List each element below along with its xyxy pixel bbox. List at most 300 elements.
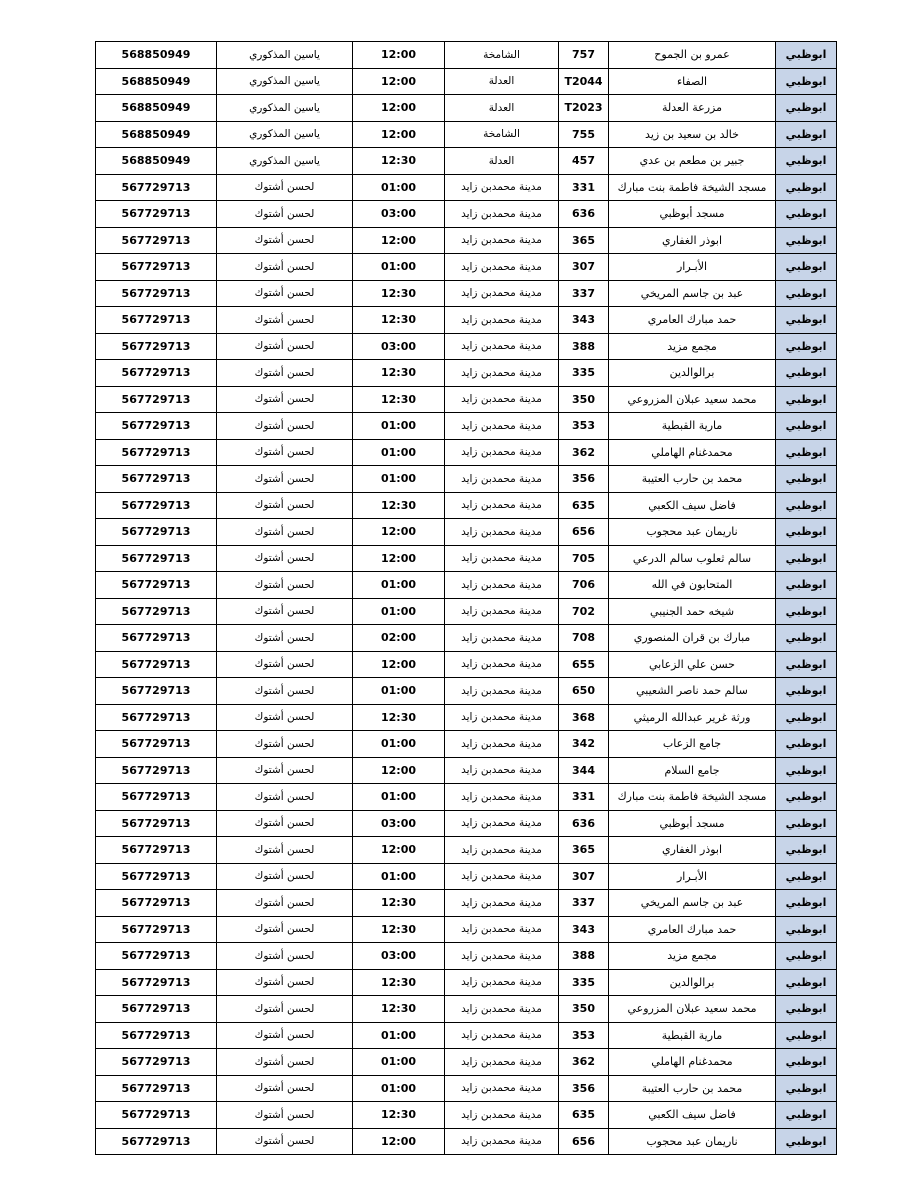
mosque-number-cell: 342 [559, 731, 609, 758]
table-row [96, 625, 837, 652]
time-cell: 12:30 [353, 890, 445, 917]
phone-cell: 567729713 [96, 360, 217, 387]
city-cell: ابوظبي [776, 890, 837, 917]
table-row [96, 413, 837, 440]
phone-cell: 567729713 [96, 439, 217, 466]
phone-cell: 567729713 [96, 1075, 217, 1102]
phone-cell: 567729713 [96, 1128, 217, 1155]
table-row [96, 943, 837, 970]
table-row [96, 996, 837, 1023]
city-cell: ابوظبي [776, 625, 837, 652]
mosque-name-cell: عمرو بن الجموح [609, 42, 776, 69]
area-cell: مدينة محمدبن زايد [445, 890, 559, 917]
person-name-cell: لحسن أشتوك [217, 890, 353, 917]
time-cell: 12:30 [353, 386, 445, 413]
table-row [96, 837, 837, 864]
area-cell: مدينة محمدبن زايد [445, 651, 559, 678]
city-cell: ابوظبي [776, 943, 837, 970]
mosque-name-cell: مبارك بن قران المنصوري [609, 625, 776, 652]
mosque-number-cell: 655 [559, 651, 609, 678]
phone-cell: 568850949 [96, 68, 217, 95]
table-row [96, 651, 837, 678]
mosque-name-cell: ابوذر الغفاري [609, 837, 776, 864]
table-row [96, 731, 837, 758]
mosque-name-cell: مجمع مزيد [609, 333, 776, 360]
person-name-cell: لحسن أشتوك [217, 678, 353, 705]
area-cell: مدينة محمدبن زايد [445, 307, 559, 334]
person-name-cell: ياسين المذكوري [217, 68, 353, 95]
mosque-name-cell: الأبـرار [609, 863, 776, 890]
area-cell: الشامخة [445, 42, 559, 69]
mosque-name-cell: المتحابون في الله [609, 572, 776, 599]
city-cell: ابوظبي [776, 1102, 837, 1129]
city-cell: ابوظبي [776, 360, 837, 387]
mosque-number-cell: 388 [559, 943, 609, 970]
city-cell: ابوظبي [776, 227, 837, 254]
mosque-name-cell: حمد مبارك العامري [609, 916, 776, 943]
mosque-name-cell: مسجد أبوظبي [609, 201, 776, 228]
person-name-cell: لحسن أشتوك [217, 784, 353, 811]
mosque-number-cell: 307 [559, 863, 609, 890]
area-cell: مدينة محمدبن زايد [445, 492, 559, 519]
area-cell: مدينة محمدبن زايد [445, 572, 559, 599]
table-row [96, 784, 837, 811]
time-cell: 03:00 [353, 201, 445, 228]
city-cell: ابوظبي [776, 651, 837, 678]
phone-cell: 567729713 [96, 174, 217, 201]
mosque-name-cell: مسجد أبوظبي [609, 810, 776, 837]
table-row [96, 386, 837, 413]
city-cell: ابوظبي [776, 704, 837, 731]
person-name-cell: ياسين المذكوري [217, 42, 353, 69]
person-name-cell: ياسين المذكوري [217, 95, 353, 122]
city-cell: ابوظبي [776, 148, 837, 175]
person-name-cell: لحسن أشتوك [217, 386, 353, 413]
phone-cell: 567729713 [96, 1102, 217, 1129]
mosque-name-cell: سالم ثعلوب سالم الدرعي [609, 545, 776, 572]
city-cell: ابوظبي [776, 68, 837, 95]
person-name-cell: لحسن أشتوك [217, 333, 353, 360]
area-cell: مدينة محمدبن زايد [445, 837, 559, 864]
mosque-number-cell: 457 [559, 148, 609, 175]
person-name-cell: لحسن أشتوك [217, 704, 353, 731]
time-cell: 12:00 [353, 757, 445, 784]
person-name-cell: لحسن أشتوك [217, 201, 353, 228]
table-row [96, 201, 837, 228]
time-cell: 12:00 [353, 545, 445, 572]
time-cell: 12:00 [353, 95, 445, 122]
city-cell: ابوظبي [776, 996, 837, 1023]
phone-cell: 567729713 [96, 890, 217, 917]
mosque-name-cell: جبير بن مطعم بن عدي [609, 148, 776, 175]
mosque-number-cell: 353 [559, 413, 609, 440]
area-cell: مدينة محمدبن زايد [445, 439, 559, 466]
table-row [96, 148, 837, 175]
mosque-name-cell: برالوالدين [609, 360, 776, 387]
table-row [96, 916, 837, 943]
city-cell: ابوظبي [776, 439, 837, 466]
table-row [96, 174, 837, 201]
area-cell: مدينة محمدبن زايد [445, 598, 559, 625]
mosque-number-cell: 755 [559, 121, 609, 148]
city-cell: ابوظبي [776, 678, 837, 705]
mosque-name-cell: ورثة غرير عبدالله الرميثي [609, 704, 776, 731]
mosque-name-cell: محمد بن حارب العتيبة [609, 1075, 776, 1102]
table-body [96, 42, 837, 1155]
phone-cell: 567729713 [96, 572, 217, 599]
phone-cell: 567729713 [96, 413, 217, 440]
time-cell: 12:30 [353, 996, 445, 1023]
mosque-number-cell: 337 [559, 280, 609, 307]
time-cell: 01:00 [353, 466, 445, 493]
area-cell: مدينة محمدبن زايد [445, 519, 559, 546]
area-cell: مدينة محمدبن زايد [445, 916, 559, 943]
city-cell: ابوظبي [776, 174, 837, 201]
time-cell: 12:30 [353, 1102, 445, 1129]
person-name-cell: لحسن أشتوك [217, 1022, 353, 1049]
person-name-cell: لحسن أشتوك [217, 598, 353, 625]
time-cell: 12:30 [353, 148, 445, 175]
schedule-table [95, 41, 837, 1155]
mosque-name-cell: عبد بن جاسم المريخي [609, 280, 776, 307]
mosque-number-cell: 343 [559, 916, 609, 943]
person-name-cell: لحسن أشتوك [217, 174, 353, 201]
table-row [96, 890, 837, 917]
table-row [96, 810, 837, 837]
city-cell: ابوظبي [776, 1075, 837, 1102]
area-cell: مدينة محمدبن زايد [445, 1102, 559, 1129]
city-cell: ابوظبي [776, 466, 837, 493]
phone-cell: 567729713 [96, 837, 217, 864]
mosque-number-cell: 356 [559, 1075, 609, 1102]
person-name-cell: لحسن أشتوك [217, 307, 353, 334]
time-cell: 01:00 [353, 1022, 445, 1049]
area-cell: مدينة محمدبن زايد [445, 1075, 559, 1102]
mosque-number-cell: 337 [559, 890, 609, 917]
person-name-cell: لحسن أشتوك [217, 280, 353, 307]
phone-cell: 567729713 [96, 996, 217, 1023]
mosque-number-cell: 636 [559, 810, 609, 837]
time-cell: 12:00 [353, 121, 445, 148]
person-name-cell: لحسن أشتوك [217, 360, 353, 387]
area-cell: مدينة محمدبن زايد [445, 1022, 559, 1049]
person-name-cell: لحسن أشتوك [217, 969, 353, 996]
time-cell: 12:30 [353, 307, 445, 334]
area-cell: مدينة محمدبن زايد [445, 201, 559, 228]
person-name-cell: لحسن أشتوك [217, 413, 353, 440]
area-cell: مدينة محمدبن زايد [445, 943, 559, 970]
table-row [96, 466, 837, 493]
area-cell: مدينة محمدبن زايد [445, 704, 559, 731]
area-cell: مدينة محمدبن زايد [445, 757, 559, 784]
mosque-number-cell: 350 [559, 386, 609, 413]
phone-cell: 567729713 [96, 731, 217, 758]
mosque-number-cell: 365 [559, 227, 609, 254]
time-cell: 12:00 [353, 1128, 445, 1155]
table-row [96, 42, 837, 69]
table-row [96, 68, 837, 95]
phone-cell: 567729713 [96, 386, 217, 413]
mosque-number-cell: 636 [559, 201, 609, 228]
city-cell: ابوظبي [776, 333, 837, 360]
person-name-cell: لحسن أشتوك [217, 996, 353, 1023]
phone-cell: 568850949 [96, 121, 217, 148]
table-row [96, 1102, 837, 1129]
person-name-cell: لحسن أشتوك [217, 227, 353, 254]
time-cell: 12:00 [353, 519, 445, 546]
person-name-cell: لحسن أشتوك [217, 757, 353, 784]
time-cell: 01:00 [353, 784, 445, 811]
table-row [96, 227, 837, 254]
person-name-cell: لحسن أشتوك [217, 492, 353, 519]
person-name-cell: لحسن أشتوك [217, 466, 353, 493]
area-cell: مدينة محمدبن زايد [445, 678, 559, 705]
mosque-name-cell: سالم حمد ناصر الشعيبي [609, 678, 776, 705]
table-row [96, 492, 837, 519]
mosque-name-cell: برالوالدين [609, 969, 776, 996]
area-cell: العدلة [445, 68, 559, 95]
time-cell: 12:30 [353, 492, 445, 519]
phone-cell: 567729713 [96, 943, 217, 970]
phone-cell: 567729713 [96, 519, 217, 546]
mosque-number-cell: 365 [559, 837, 609, 864]
city-cell: ابوظبي [776, 810, 837, 837]
area-cell: مدينة محمدبن زايد [445, 625, 559, 652]
area-cell: مدينة محمدبن زايد [445, 413, 559, 440]
mosque-number-cell: 307 [559, 254, 609, 281]
mosque-name-cell: ابوذر الغفاري [609, 227, 776, 254]
table-row [96, 307, 837, 334]
person-name-cell: لحسن أشتوك [217, 1102, 353, 1129]
area-cell: مدينة محمدبن زايد [445, 360, 559, 387]
person-name-cell: لحسن أشتوك [217, 545, 353, 572]
mosque-name-cell: محمدغنام الهاملي [609, 439, 776, 466]
table-row [96, 519, 837, 546]
mosque-name-cell: خالد بن سعيد بن زيد [609, 121, 776, 148]
mosque-number-cell: 656 [559, 519, 609, 546]
person-name-cell: لحسن أشتوك [217, 519, 353, 546]
city-cell: ابوظبي [776, 731, 837, 758]
table-row [96, 439, 837, 466]
phone-cell: 567729713 [96, 704, 217, 731]
mosque-name-cell: مارية القبطية [609, 1022, 776, 1049]
time-cell: 03:00 [353, 333, 445, 360]
table-row [96, 678, 837, 705]
city-cell: ابوظبي [776, 837, 837, 864]
mosque-name-cell: حسن علي الزعابي [609, 651, 776, 678]
time-cell: 01:00 [353, 1075, 445, 1102]
time-cell: 01:00 [353, 174, 445, 201]
mosque-name-cell: فاضل سيف الكعبي [609, 1102, 776, 1129]
person-name-cell: لحسن أشتوك [217, 1128, 353, 1155]
mosque-name-cell: مسجد الشيخة فاطمة بنت مبارك [609, 784, 776, 811]
person-name-cell: لحسن أشتوك [217, 810, 353, 837]
mosque-name-cell: محمدغنام الهاملي [609, 1049, 776, 1076]
phone-cell: 567729713 [96, 625, 217, 652]
area-cell: مدينة محمدبن زايد [445, 784, 559, 811]
table-row [96, 333, 837, 360]
area-cell: مدينة محمدبن زايد [445, 280, 559, 307]
city-cell: ابوظبي [776, 519, 837, 546]
table-row [96, 95, 837, 122]
city-cell: ابوظبي [776, 42, 837, 69]
time-cell: 12:00 [353, 837, 445, 864]
time-cell: 12:30 [353, 360, 445, 387]
mosque-name-cell: محمد بن حارب العتيبة [609, 466, 776, 493]
person-name-cell: لحسن أشتوك [217, 943, 353, 970]
area-cell: مدينة محمدبن زايد [445, 810, 559, 837]
time-cell: 03:00 [353, 943, 445, 970]
area-cell: مدينة محمدبن زايد [445, 1128, 559, 1155]
mosque-name-cell: جامع السلام [609, 757, 776, 784]
table-row [96, 598, 837, 625]
mosque-number-cell: 356 [559, 466, 609, 493]
time-cell: 01:00 [353, 863, 445, 890]
mosque-name-cell: جامع الزعاب [609, 731, 776, 758]
person-name-cell: لحسن أشتوك [217, 439, 353, 466]
mosque-name-cell: الصفاء [609, 68, 776, 95]
phone-cell: 567729713 [96, 757, 217, 784]
person-name-cell: لحسن أشتوك [217, 625, 353, 652]
person-name-cell: لحسن أشتوك [217, 916, 353, 943]
person-name-cell: ياسين المذكوري [217, 121, 353, 148]
city-cell: ابوظبي [776, 95, 837, 122]
phone-cell: 567729713 [96, 227, 217, 254]
area-cell: مدينة محمدبن زايد [445, 1049, 559, 1076]
mosque-number-cell: T2044 [559, 68, 609, 95]
phone-cell: 567729713 [96, 678, 217, 705]
time-cell: 01:00 [353, 1049, 445, 1076]
person-name-cell: لحسن أشتوك [217, 837, 353, 864]
mosque-number-cell: 350 [559, 996, 609, 1023]
time-cell: 01:00 [353, 598, 445, 625]
person-name-cell: لحسن أشتوك [217, 731, 353, 758]
mosque-name-cell: عبد بن جاسم المريخي [609, 890, 776, 917]
time-cell: 03:00 [353, 810, 445, 837]
city-cell: ابوظبي [776, 492, 837, 519]
person-name-cell: لحسن أشتوك [217, 572, 353, 599]
city-cell: ابوظبي [776, 572, 837, 599]
mosque-number-cell: 343 [559, 307, 609, 334]
time-cell: 01:00 [353, 439, 445, 466]
time-cell: 12:00 [353, 227, 445, 254]
phone-cell: 567729713 [96, 333, 217, 360]
area-cell: مدينة محمدبن زايد [445, 863, 559, 890]
phone-cell: 567729713 [96, 201, 217, 228]
mosque-name-cell: مزرعة العدلة [609, 95, 776, 122]
person-name-cell: ياسين المذكوري [217, 148, 353, 175]
city-cell: ابوظبي [776, 121, 837, 148]
area-cell: مدينة محمدبن زايد [445, 174, 559, 201]
mosque-number-cell: 362 [559, 1049, 609, 1076]
phone-cell: 567729713 [96, 969, 217, 996]
mosque-number-cell: 757 [559, 42, 609, 69]
city-cell: ابوظبي [776, 757, 837, 784]
mosque-number-cell: 368 [559, 704, 609, 731]
time-cell: 12:00 [353, 68, 445, 95]
phone-cell: 567729713 [96, 598, 217, 625]
time-cell: 01:00 [353, 254, 445, 281]
mosque-name-cell: ناريمان عبد محجوب [609, 1128, 776, 1155]
mosque-number-cell: 335 [559, 969, 609, 996]
phone-cell: 567729713 [96, 1022, 217, 1049]
person-name-cell: لحسن أشتوك [217, 651, 353, 678]
mosque-name-cell: محمد سعيد عبلان المزروعي [609, 996, 776, 1023]
city-cell: ابوظبي [776, 598, 837, 625]
person-name-cell: لحسن أشتوك [217, 863, 353, 890]
mosque-number-cell: 702 [559, 598, 609, 625]
phone-cell: 567729713 [96, 651, 217, 678]
phone-cell: 567729713 [96, 1049, 217, 1076]
city-cell: ابوظبي [776, 1049, 837, 1076]
schedule-sheet [95, 41, 836, 1155]
mosque-name-cell: حمد مبارك العامري [609, 307, 776, 334]
area-cell: مدينة محمدبن زايد [445, 333, 559, 360]
city-cell: ابوظبي [776, 784, 837, 811]
area-cell: الشامخة [445, 121, 559, 148]
mosque-name-cell: فاضل سيف الكعبي [609, 492, 776, 519]
time-cell: 01:00 [353, 413, 445, 440]
time-cell: 01:00 [353, 572, 445, 599]
phone-cell: 567729713 [96, 492, 217, 519]
mosque-number-cell: 331 [559, 784, 609, 811]
mosque-name-cell: مارية القبطية [609, 413, 776, 440]
table-row [96, 254, 837, 281]
phone-cell: 567729713 [96, 254, 217, 281]
phone-cell: 567729713 [96, 545, 217, 572]
phone-cell: 567729713 [96, 784, 217, 811]
area-cell: مدينة محمدبن زايد [445, 731, 559, 758]
mosque-name-cell: شيخه حمد الجنيبي [609, 598, 776, 625]
phone-cell: 567729713 [96, 863, 217, 890]
table-row [96, 969, 837, 996]
city-cell: ابوظبي [776, 254, 837, 281]
area-cell: مدينة محمدبن زايد [445, 996, 559, 1023]
mosque-number-cell: 344 [559, 757, 609, 784]
mosque-name-cell: محمد سعيد عبلان المزروعي [609, 386, 776, 413]
mosque-name-cell: مسجد الشيخة فاطمة بنت مبارك [609, 174, 776, 201]
time-cell: 12:30 [353, 280, 445, 307]
phone-cell: 568850949 [96, 42, 217, 69]
mosque-number-cell: 706 [559, 572, 609, 599]
table-row [96, 704, 837, 731]
mosque-number-cell: 635 [559, 1102, 609, 1129]
table-row [96, 545, 837, 572]
city-cell: ابوظبي [776, 413, 837, 440]
mosque-number-cell: 388 [559, 333, 609, 360]
city-cell: ابوظبي [776, 307, 837, 334]
time-cell: 12:30 [353, 916, 445, 943]
city-cell: ابوظبي [776, 201, 837, 228]
city-cell: ابوظبي [776, 545, 837, 572]
city-cell: ابوظبي [776, 969, 837, 996]
phone-cell: 568850949 [96, 95, 217, 122]
area-cell: مدينة محمدبن زايد [445, 254, 559, 281]
time-cell: 01:00 [353, 731, 445, 758]
time-cell: 12:00 [353, 651, 445, 678]
area-cell: العدلة [445, 148, 559, 175]
city-cell: ابوظبي [776, 1128, 837, 1155]
mosque-name-cell: مجمع مزيد [609, 943, 776, 970]
city-cell: ابوظبي [776, 386, 837, 413]
table-row [96, 121, 837, 148]
table-row [96, 1022, 837, 1049]
person-name-cell: لحسن أشتوك [217, 1075, 353, 1102]
table-row [96, 863, 837, 890]
mosque-number-cell: 708 [559, 625, 609, 652]
city-cell: ابوظبي [776, 916, 837, 943]
time-cell: 12:30 [353, 704, 445, 731]
